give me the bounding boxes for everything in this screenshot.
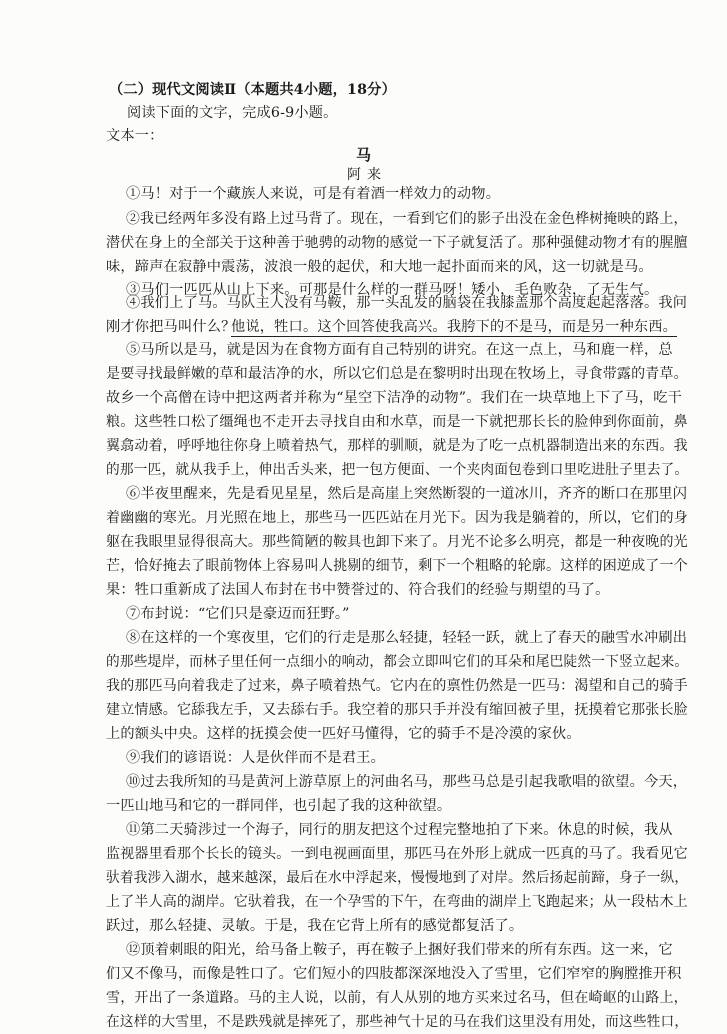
paragraph-line: 是要寻找最鲜嫩的草和最洁净的水，所以它们总是在黎明时出现在牧场上，寻食带露的青草。	[106, 366, 688, 382]
paragraph-line: ④我们上了马。马队主人没有马鞍，那一头乱发的脑袋在我膝盖那个高度起起落落。我问	[126, 295, 688, 311]
paragraph-line: ⑩过去我所知的马是黄河上游草原上的河曲名马，那些马总是引起我歌唱的欲望。今天，	[126, 774, 688, 790]
paragraph-line: 驮着我涉入湖水，越来越深，最后在水中浮起来，慢慢地到了对岸。然后扬起前蹄，身子一纵，	[106, 870, 689, 886]
paragraph-line: 芒，恰好掩去了眼前物体上容易叫人挑剔的细节，剩下一个粗略的轮廓。这样的困逆成了一个	[106, 558, 688, 574]
instruction-text: 阅读下面的文字，完成6-9小题。	[127, 105, 338, 121]
section-heading: （二）现代文阅读Ⅱ（本题共4小题，18分）	[109, 82, 396, 98]
paragraph-line: 粮。这些牲口松了缰绳也不走开去寻找自由和水草，而是一下就把那长长的脸伸到你面前，鼻	[106, 414, 688, 430]
paragraph-line: ⑨我们的谚语说：人是伙伴而不是君王。	[126, 750, 385, 766]
paragraph-line: 着幽幽的寒光。月光照在地上，那些马一匹匹站在月光下。因为我是躺着的，所以，它们的身	[106, 510, 688, 526]
paragraph-line: ⑧在这样的一个寒夜里，它们的行走是那么轻捷，轻轻一跃，就上了春天的融雪水冲刷出	[126, 630, 688, 646]
paragraph-line: 翼翕动着，呼呼地往你身上喷着热气，那样的驯顺，就是为了吃一点机器制造出来的东西。我	[106, 438, 688, 454]
paragraph-line: 上的额头中央。这样的抚摸会使一匹好马懂得，它的骑手不是冷漠的家伙。	[106, 726, 581, 742]
paragraph-line: ①马！对于一个藏族人来说，可是有着酒一样效力的动物。	[126, 186, 501, 202]
paragraph-line: 故乡一个高僧在诗中把这两者并称为“星空下洁净的动物”。我们在一块草地上下了马，吃干	[106, 390, 683, 406]
paragraph-line: 上了半人高的湖岸。它驮着我，在一个孕雪的下午，在弯曲的湖岸上飞跑起来；从一段枯木上	[106, 894, 688, 910]
text-label: 文本一：	[106, 128, 164, 144]
article-author: 阿来	[347, 167, 387, 183]
paragraph-line: 我的那匹马向着我走了过来，鼻子喷着热气。它内在的禀性仍然是一匹马：渴望和自己的骑手	[106, 678, 688, 694]
paragraph-line: 果：牲口重新成了法国人布封在书中赞誉过的、符合我们的经验与期望的马了。	[106, 582, 610, 598]
underlined-sentence: 他说，牲口。这个回答使我高兴。我胯下的不是马，而是另一种东西。	[231, 319, 678, 335]
paragraph-line: 的那一匹，就从我手上，伸出舌头来，把一包方便面、一个夹肉面包卷到口里吃进肚子里去了。	[106, 462, 689, 478]
paragraph-line: ⑪第二天骑涉过一个海子，同行的朋友把这个过程完整地拍了下来。休息的时候，我从	[126, 822, 673, 838]
paragraph-line: ⑤马所以是马，就是因为在食物方面有自己特别的讲究。在这一点上，马和鹿一样，总	[126, 342, 673, 358]
paragraph-line: ⑥半夜里醒来，先是看见星星，然后是高崖上突然断裂的一道冰川，齐齐的断口在那里闪	[126, 486, 688, 502]
paragraph-line: ⑦布封说：“它们只是豪迈而狂野。”	[126, 606, 350, 622]
paragraph-line: 一匹山地马和它的一群同伴，也引起了我的这种欲望。	[106, 798, 452, 814]
paragraph-line: 的那些堤岸，而林子里任何一点细小的响动，都会立即叫它们的耳朵和尾巴陡然一下竖立起来。	[106, 654, 689, 670]
paragraph-line: 潜伏在身上的全部关于这种善于驰骋的动物的感觉一下子就复活了。那种强健动物才有的腥膻	[106, 235, 688, 251]
paragraph-line: 刚才你把马叫什么？	[106, 319, 236, 335]
paragraph-line: 雪，开出了一条道路。马的主人说，以前，有人从别的地方买来过名马，但在崎岖的山路上，	[106, 990, 688, 1006]
paragraph-line: 在这样的大雪里，不是跌残就是摔死了，那些神气十足的马在我们这里没有用处，而这些牲口，	[106, 1014, 689, 1030]
paragraph-line: ③马们一匹匹从山上下来。可那是什么样的一群马呀！矮小，毛色败杂，了无生气。	[126, 282, 659, 298]
paragraph-line: 们又不像马，而像是牲口了。它们短小的四肢都深深地没入了雪里，它们窄窄的胸膛推开积	[106, 966, 682, 982]
paragraph-line: 监视器里看那个长长的镜头。一到电视画面里，那匹马在外形上就成一匹真的马了。我看见它	[106, 846, 688, 862]
article-title: 马	[356, 146, 372, 164]
paragraph-line: 躯在我眼里显得很高大。那些简陋的鞍具也卸下来了。月光不论多么明亮，都是一种夜晚的光	[106, 534, 688, 550]
paragraph-line: 建立情感。它舔我左手，又去舔右手。我空着的那只手并没有缩回被子里，抚摸着它那张长脸	[106, 702, 688, 718]
paragraph-line: 跃过，那么轻捷、灵敏。于是，我在它背上所有的感觉都复活了。	[106, 918, 524, 934]
paragraph-line: 味，蹄声在寂静中震荡，波浪一般的起伏，和大地一起扑面而来的风，这一切就是马。	[106, 259, 653, 275]
paragraph-line: ⑫顶着刺眼的阳光，给马备上鞍子，再在鞍子上捆好我们带来的所有东西。这一来，它	[126, 942, 673, 958]
paragraph-line: ②我已经两年多没有路上过马背了。现在，一看到它们的影子出没在金色桦树掩映的路上，	[126, 211, 688, 227]
